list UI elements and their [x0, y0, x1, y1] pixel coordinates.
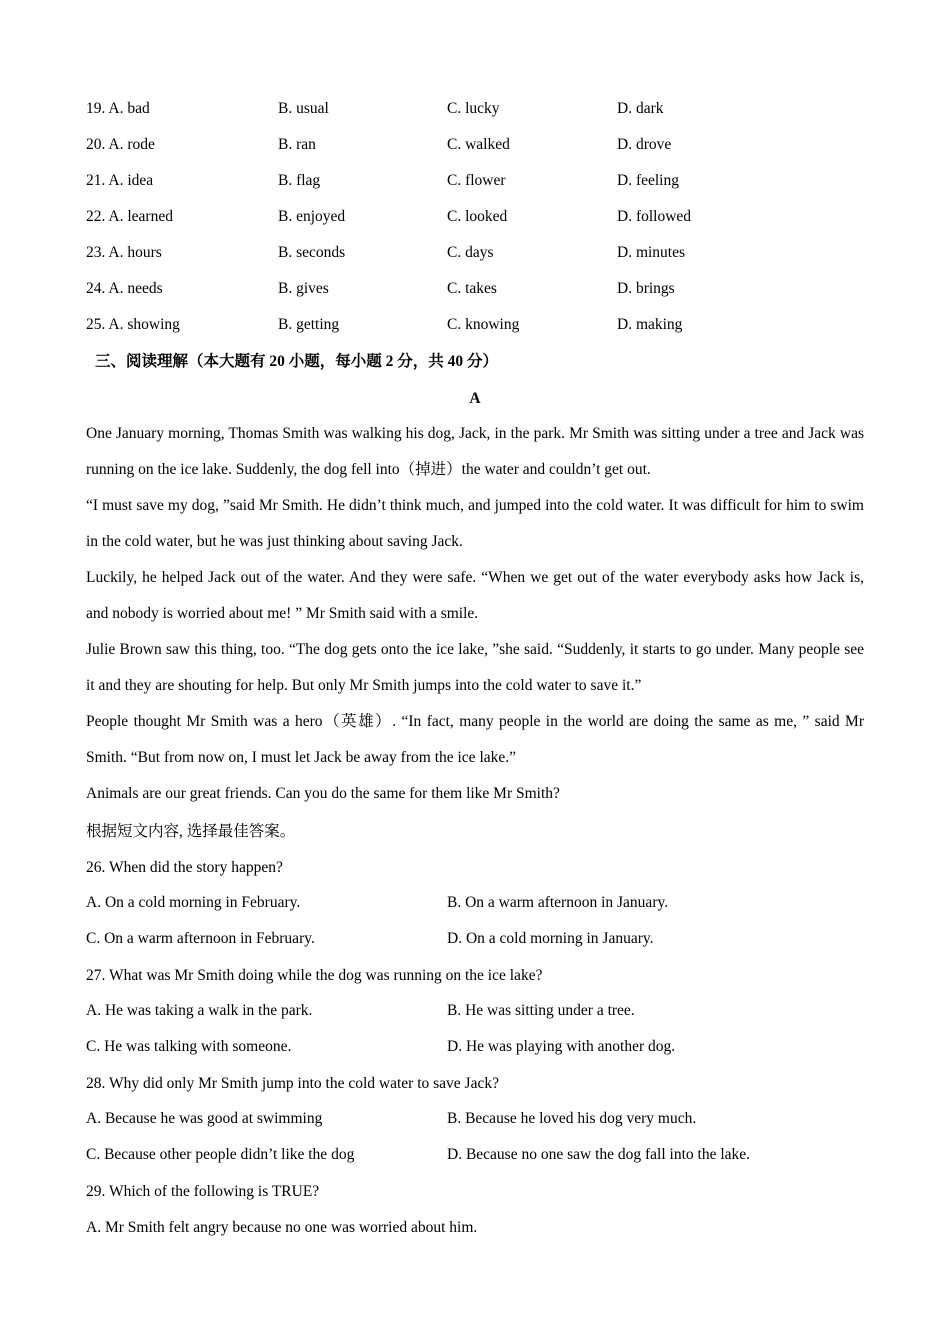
option-b: B. getting: [278, 316, 340, 333]
passage-paragraph: People thought Mr Smith was a hero（英雄）. “In fact, many people in the world are doing the same as me, ” said Mr Smith. “But from now on, I must let Jack be away from the ice lake.”: [86, 713, 864, 766]
cloze-option-row: [0, 172, 950, 192]
option-b: B. On a warm afternoon in January.: [447, 894, 669, 911]
option-a: A. Because he was good at swimming: [86, 1110, 323, 1127]
option-b: B. ran: [278, 136, 316, 153]
option-a: 25. A. showing: [86, 316, 180, 333]
option-c: C. lucky: [447, 100, 500, 117]
option-c: C. takes: [447, 280, 497, 297]
option-b: B. enjoyed: [278, 208, 346, 225]
option-c: C. looked: [447, 208, 508, 225]
question-stem: 29. Which of the following is TRUE?: [86, 1183, 320, 1200]
option-d: D. dark: [617, 100, 664, 117]
option-d: D. On a cold morning in January.: [447, 930, 654, 947]
option-a: 23. A. hours: [86, 244, 162, 261]
cloze-option-row: [0, 244, 950, 264]
option-b: B. Because he loved his dog very much.: [447, 1110, 697, 1127]
question-stem: 28. Why did only Mr Smith jump into the cold water to save Jack?: [86, 1075, 499, 1092]
passage-paragraph: “I must save my dog, ”said Mr Smith. He didn’t think much, and jumped into the cold water. It was difficult for him to swim in the cold water, but he was just thinking about saving Jack.: [86, 497, 864, 550]
question-option-row: [0, 1146, 950, 1166]
cloze-option-row: [0, 136, 950, 156]
option-a: 21. A. idea: [86, 172, 154, 189]
cloze-option-row: [0, 208, 950, 228]
option-b: B. usual: [278, 100, 329, 117]
passage-paragraph: One January morning, Thomas Smith was walking his dog, Jack, in the park. Mr Smith was sitting under a tree and Jack was running on the ice lake. Suddenly, the dog fell into（掉进）the water and couldn’t get out.: [86, 425, 864, 478]
option-d: D. making: [617, 316, 683, 333]
option-a: A. Mr Smith felt angry because no one was worried about him.: [86, 1219, 478, 1236]
option-c: C. He was talking with someone.: [86, 1038, 292, 1055]
option-d: D. Because no one saw the dog fall into the lake.: [447, 1146, 751, 1163]
option-d: D. He was playing with another dog.: [447, 1038, 676, 1055]
question-option-row: [0, 930, 950, 950]
question-option-row: [0, 894, 950, 914]
option-b: B. gives: [278, 280, 329, 297]
option-a: A. On a cold morning in February.: [86, 894, 301, 911]
option-b: B. He was sitting under a tree.: [447, 1002, 635, 1019]
option-c: C. knowing: [447, 316, 520, 333]
option-c: C. flower: [447, 172, 506, 189]
option-c: C. walked: [447, 136, 510, 153]
option-c: C. On a warm afternoon in February.: [86, 930, 315, 947]
instruction: 根据短文内容, 选择最佳答案。: [86, 823, 296, 840]
option-c: C. Because other people didn’t like the dog: [86, 1146, 355, 1163]
cloze-option-row: [0, 316, 950, 336]
option-c: C. days: [447, 244, 494, 261]
option-d: D. drove: [617, 136, 672, 153]
option-b: B. seconds: [278, 244, 346, 261]
question-stem: 26. When did the story happen?: [86, 859, 283, 876]
question-option-row: [0, 1110, 950, 1130]
cloze-option-row: [0, 280, 950, 300]
question-option-row: [0, 1038, 950, 1058]
question-stem: 27. What was Mr Smith doing while the dog was running on the ice lake?: [86, 967, 543, 984]
option-a: 24. A. needs: [86, 280, 163, 297]
option-b: B. flag: [278, 172, 321, 189]
option-d: D. feeling: [617, 172, 679, 189]
option-a: 20. A. rode: [86, 136, 155, 153]
option-d: D. followed: [617, 208, 692, 225]
cloze-option-row: [0, 100, 950, 120]
option-a: 22. A. learned: [86, 208, 173, 225]
passage-paragraph: Animals are our great friends. Can you do the same for them like Mr Smith?: [86, 785, 560, 802]
passage-paragraph: Julie Brown saw this thing, too. “The dog gets onto the ice lake, ”she said. “Suddenly, it starts to go under. Many people see it and they are shouting for help. But only Mr Smith jumps into the cold water to save it.”: [86, 641, 864, 694]
passage-paragraph: Luckily, he helped Jack out of the water. And they were safe. “When we get out of the water everybody asks how Jack is, and nobody is worried about me! ” Mr Smith said with a smile.: [86, 569, 864, 622]
option-a: A. He was taking a walk in the park.: [86, 1002, 313, 1019]
section-heading: 三、阅读理解（本大题有 20 小题，每小题 2 分，共 40 分）: [95, 353, 499, 370]
option-a: 19. A. bad: [86, 100, 150, 117]
option-d: D. brings: [617, 280, 675, 297]
passage-title: A: [469, 390, 481, 407]
option-d: D. minutes: [617, 244, 686, 261]
question-option-row: [0, 1002, 950, 1022]
